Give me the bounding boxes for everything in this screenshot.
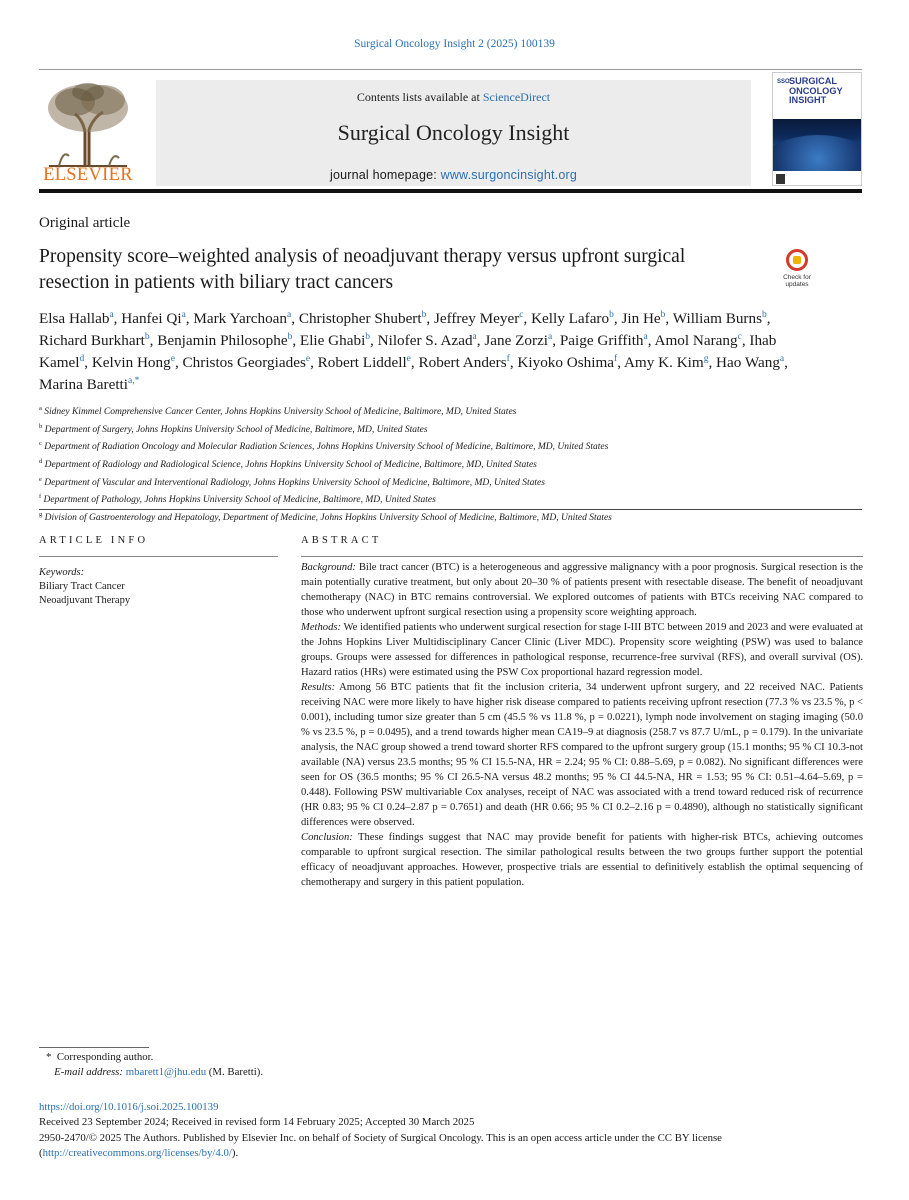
author-affiliation-marker[interactable]: a	[287, 309, 292, 320]
contents-line	[156, 90, 751, 105]
author-affiliation-marker[interactable]: a	[548, 331, 553, 342]
masthead-divider	[39, 189, 862, 193]
affiliation-item: $^e$ Department of Vascular and Interventional Radiology, Johns Hopkins University School of Medicine, Baltimore, MD, United States	[39, 475, 545, 488]
author-affiliation-marker[interactable]: b	[365, 331, 371, 342]
author-name[interactable]: Kelvin Hong$^e$	[91, 353, 175, 371]
author-affiliation-marker[interactable]: b	[144, 331, 150, 342]
author-affiliation-marker[interactable]: b	[421, 309, 427, 320]
cover-publisher-icon	[776, 174, 785, 184]
footnote-divider	[39, 1047, 149, 1048]
author-affiliation-marker[interactable]: b	[287, 331, 293, 342]
affiliation-item: $^b$ Department of Surgery, Johns Hopkins University School of Medicine, Baltimore, MD, United States	[39, 422, 428, 435]
author-affiliation-marker[interactable]: f	[506, 353, 510, 364]
keyword-item: Neoadjuvant Therapy	[39, 595, 131, 606]
author-affiliation-marker[interactable]: e	[305, 353, 311, 364]
article-info-heading: ARTICLE INFO	[39, 535, 149, 546]
affiliation-list	[39, 402, 859, 526]
author-affiliation-marker[interactable]: a	[109, 309, 114, 320]
author-name[interactable]: Jin He$^b$	[621, 309, 666, 327]
elsevier-tree-icon	[39, 80, 137, 168]
author-name[interactable]: Robert Liddell$^e$	[317, 353, 411, 371]
author-name[interactable]: Hanfei Qi$^a$	[121, 309, 186, 327]
author-affiliation-marker[interactable]: a,*	[127, 375, 140, 386]
abstract-body	[301, 560, 863, 890]
article-type: Original article	[39, 215, 131, 231]
elsevier-wordmark: ELSEVIER	[43, 165, 133, 185]
author-name[interactable]: Robert Anders$^f$	[418, 353, 510, 371]
affiliation-item: $^d$ Department of Radiology and Radiological Science, Johns Hopkins University School of Medicine, Baltimore, MD, United States	[39, 457, 537, 471]
author-affiliation-marker[interactable]: b	[762, 309, 767, 320]
author-name[interactable]: Kelly Lafaro$^b$	[531, 309, 614, 327]
author-affiliation-marker[interactable]: g	[703, 353, 709, 364]
license-statement: 2950-2470/© 2025 The Authors. Published by Elsevier Inc. on behalf of Society of Surgical Oncology. This is an open access article under the CC BY license (http://creativecommons.org/licenses/by/4.0/).	[39, 1132, 722, 1159]
author-name[interactable]: Hao Wang$^a$	[716, 353, 785, 371]
author-name[interactable]: William Burns$^b$	[672, 309, 767, 327]
author-affiliation-marker[interactable]: a	[472, 331, 477, 342]
author-name[interactable]: Paige Griffith$^a$	[559, 331, 648, 349]
keyword-item: Biliary Tract Cancer	[39, 581, 125, 592]
check-updates-icon	[786, 249, 808, 271]
keywords-block	[39, 566, 269, 608]
masthead-center-band	[156, 80, 751, 186]
journal-title: Surgical Oncology Insight	[337, 120, 570, 145]
affiliations-divider	[39, 509, 862, 510]
author-name[interactable]: Christos Georgiades$^e$	[182, 353, 311, 371]
license-link[interactable]: http://creativecommons.org/licenses/by/4.0/	[42, 1146, 232, 1159]
affiliation-item: $^a$ Sidney Kimmel Comprehensive Cancer Center, Johns Hopkins University School of Medicine, Baltimore, MD, United States	[39, 405, 517, 418]
elsevier-logo[interactable]	[39, 80, 137, 192]
corresponding-author-footnote: * Corresponding author. E-mail address: mbarett1@jhu.edu (M. Baretti).	[46, 1051, 264, 1078]
author-affiliation-marker[interactable]: b	[609, 309, 614, 320]
sciencedirect-link[interactable]: ScienceDirect	[482, 90, 551, 104]
cover-sso-label: SSO	[777, 79, 790, 85]
contents-prefix: Contents lists available at	[356, 90, 483, 104]
author-name[interactable]: Richard Burkhart$^b$	[39, 331, 150, 349]
author-affiliation-marker[interactable]: e	[406, 353, 411, 364]
author-affiliation-marker[interactable]: b	[660, 309, 666, 320]
author-name[interactable]: Amol Narang$^c$	[654, 331, 742, 349]
email-link[interactable]: mbarett1@jhu.edu	[125, 1066, 207, 1078]
cover-title: SURGICAL ONCOLOGY INSIGHT	[789, 76, 843, 105]
abstract-conclusion: Conclusion: These findings suggest that NAC may provide benefit for patients with higher-risk BTCs, achieving outcomes comparable to upfront surgical resection. The similar pathological results between the two groups further support the potential efficacy of neoadjuvant approaches. However, prospective trials are essential to definitively establish the optimal sequencing of chemotherapy and surgery in this patient population.	[301, 832, 863, 888]
author-affiliation-marker[interactable]: c	[737, 331, 742, 342]
author-affiliation-marker[interactable]: a	[779, 353, 785, 364]
author-affiliation-marker[interactable]: e	[170, 353, 175, 364]
journal-cover-thumbnail[interactable]	[772, 72, 862, 186]
received-dates: Received 23 September 2024; Received in revised form 14 February 2025; Accepted 30 March 2025	[39, 1116, 475, 1128]
check-for-updates-button[interactable]	[775, 249, 819, 293]
author-name[interactable]: Marina Baretti$^{a,*}$	[39, 375, 140, 393]
author-name[interactable]: Mark Yarchoan$^a$	[193, 309, 292, 327]
author-name[interactable]: Ihab Kamel$^d$	[39, 332, 777, 371]
author-affiliation-marker[interactable]: c	[519, 309, 524, 320]
author-name[interactable]: Christopher Shubert$^b$	[298, 309, 427, 327]
journal-masthead	[39, 69, 862, 193]
author-name[interactable]: Benjamin Philosophe$^b$	[157, 331, 293, 349]
article-info-divider	[39, 556, 278, 557]
abstract-divider	[301, 556, 863, 557]
author-affiliation-marker[interactable]: a	[181, 309, 186, 320]
author-name[interactable]: Jeffrey Meyer$^c$	[433, 309, 524, 327]
author-list: Elsa Hallab$^a$, Hanfei Qi$^a$, Mark Yarchoan$^a$, Christopher Shubert$^b$, Jeffrey Meyer$^c$, Kelly Lafaro$^b$, Jin He$^b$, William Burns$^b$, Richard Burkhart$^b$, Benjamin Philosophe$^b$, Elie Ghabi$^b$, Nilofer S. Azad$^a$, Jane Zorzi$^a$, Paige Griffith$^a$, Amol Narang$^c$, Ihab Kamel$^d$, Kelvin Hong$^e$, Christos Georgiades$^e$, Robert Liddell$^e$, Robert Anders$^f$, Kiyoko Oshima$^f$, Amy K. Kim$^g$, Hao Wang$^a$, Marina Baretti$^{a,*}$	[39, 309, 788, 393]
affiliation-item: $^c$ Department of Radiation Oncology and Molecular Radiation Sciences, Johns Hopkins University School of Medicine, Baltimore, MD, United States	[39, 440, 609, 453]
author-affiliation-marker[interactable]: f	[614, 353, 618, 364]
article-title: Propensity score–weighted analysis of neoadjuvant therapy versus upfront surgical resection in patients with biliary tract cancers	[39, 246, 686, 293]
homepage-prefix: journal homepage:	[329, 168, 441, 182]
author-name[interactable]: Jane Zorzi$^a$	[484, 331, 553, 349]
author-name[interactable]: Kiyoko Oshima$^f$	[517, 353, 618, 371]
abstract-heading: ABSTRACT	[301, 535, 382, 546]
check-updates-label: Check for updates	[783, 274, 811, 288]
homepage-link[interactable]: www.surgoncinsight.org	[440, 168, 578, 182]
abstract-background: Background: Bile tract cancer (BTC) is a heterogeneous and aggressive malignancy with a poor prognosis. Surgical resection is the main potentially curative treatment, but only about 20–30 % of patients present with resectable disease. The benefit of neoadjuvant chemotherapy (NAC) in BTC remains controversial. We explored outcomes of patients with BTCs receiving NAC compared to those who underwent upfront surgical resection using a propensity score weighting approach.	[301, 562, 863, 618]
author-name[interactable]: Nilofer S. Azad$^a$	[377, 331, 477, 349]
abstract-methods: Methods: We identified patients who underwent surgical resection for stage I-III BTC between 2019 and 2023 and were evaluated at the Johns Hopkins Liver Multidisciplinary Cancer Clinic (Liver MDC). Propensity score weighting (PSW) was used to balance groups. Groups were assessed for differences in pathological response, recurrence-free survival (RFS), and overall survival (OS). Hazard ratios (HRs) were estimated using the PSW Cox proportional hazard regression model.	[301, 622, 863, 678]
author-affiliation-marker[interactable]: d	[79, 353, 85, 364]
keywords-label: Keywords:	[39, 567, 85, 578]
affiliation-item: $^g$ Division of Gastroenterology and Hepatology, Department of Medicine, Johns Hopkins University School of Medicine, Baltimore, MD, United States	[39, 510, 612, 524]
homepage-line	[156, 168, 751, 182]
author-affiliation-marker[interactable]: a	[643, 331, 648, 342]
author-name[interactable]: Elie Ghabi$^b$	[299, 331, 371, 349]
doi-link[interactable]: https://doi.org/10.1016/j.soi.2025.100139	[39, 1101, 219, 1113]
author-name[interactable]: Amy K. Kim$^g$	[623, 353, 709, 371]
affiliation-item: $^f$ Department of Pathology, Johns Hopkins University School of Medicine, Baltimore, MD, United States	[39, 493, 436, 506]
journal-reference-link[interactable]: Surgical Oncology Insight 2 (2025) 100139	[354, 38, 555, 50]
abstract-results: Results: Among 56 BTC patients that fit the inclusion criteria, 34 underwent upfront surgery, and 22 received NAC. Patients receiving NAC were more likely to have higher risk disease compared to patients receiving upfront resection (77.3 % vs 23.5 %, p < 0.001), including tumor size greater than 5 cm (45.5 % vs 11.8 %, p = 0.0221), lymph node involvement on staging imaging (50.0 % vs 23.5 %, p = 0.0495), and a trend towards higher mean CA19–9 at diagnosis (258.7 vs 87.7 U/mL, p = 0.179). In the univariate analysis, the NAC group showed a trend toward shorter RFS compared to the upfront surgery group (15.1 months; 95 % CI 10.3-not available (NA) versus 23.5 months; 95 % CI 15.5-NA, HR = 2.24; 95 % CI: 0.88–5.69, p = 0.082). No significant differences were seen for OS (36.5 months; 95 % CI 26.5-NA versus 48.2 months; 95 % CI 44.5-NA, HR = 1.53; 95 % CI: 0.51–4.64–5.69, p = 0.448). Following PSW multivariable Cox analyses, receipt of NAC was associated with a trend toward reduced risk of recurrence (HR 0.83; 95 % CI 0.24–2.87 p = 0.7651) and death (HR 0.66; 95 % CI 0.2–2.16 p = 0.4890), although no statistically significant differences were observed.	[301, 682, 863, 828]
author-name[interactable]: Elsa Hallab$^a$	[39, 309, 114, 327]
